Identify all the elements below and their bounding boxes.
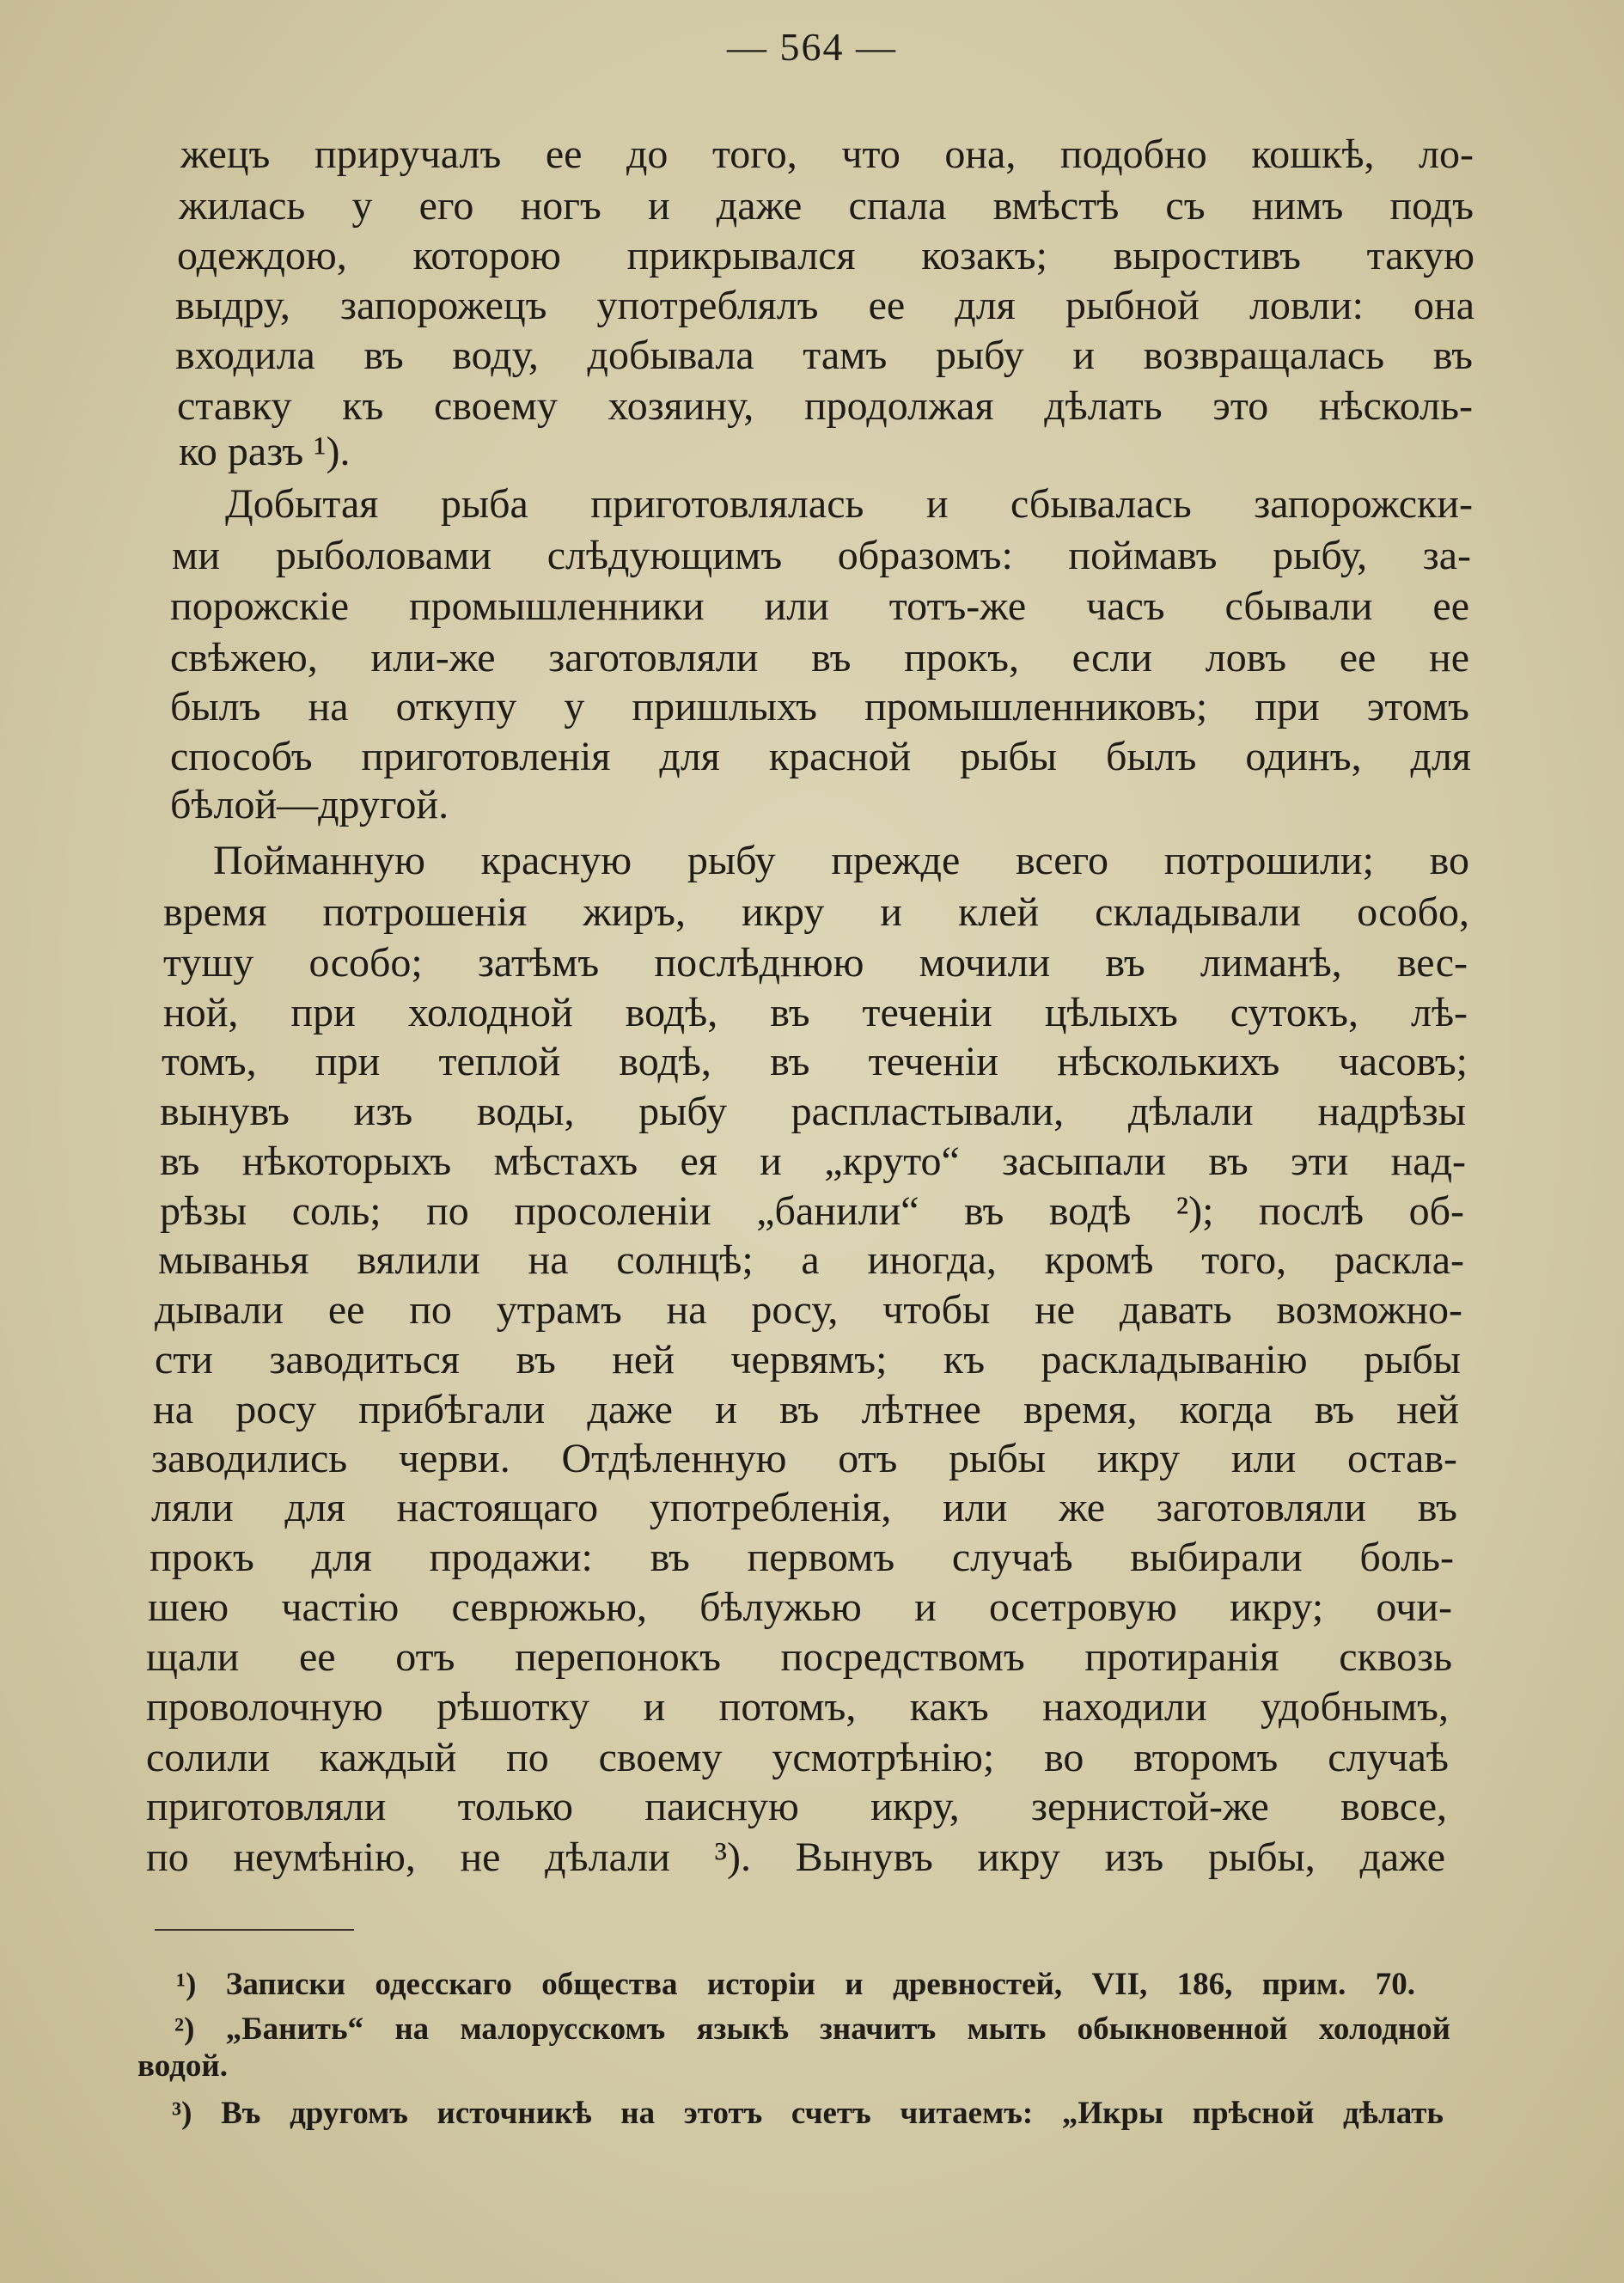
text-line: одеждою, которою прикрывался козакъ; выростивъ такую: [177, 233, 1474, 278]
text-line: рѣзы соль; по просоленіи „банили“ въ водѣ ²); послѣ об-: [160, 1188, 1464, 1234]
text-line: томъ, при теплой водѣ, въ теченіи нѣсколькихъ часовъ;: [162, 1039, 1468, 1084]
text-line: на росу прибѣгали даже и въ лѣтнее время, когда въ ней: [153, 1387, 1459, 1432]
text-line: солили каждый по своему усмотрѣнію; во второмъ случаѣ: [146, 1735, 1449, 1780]
text-line: Добытая рыба приготовлялась и сбывалась запорожски-: [225, 481, 1473, 527]
text-line: выдру, запорожецъ употреблялъ ее для рыбной ловли: она: [175, 283, 1474, 328]
text-line: свѣжею, или-же заготовляли въ прокъ, если ловъ ее не: [170, 635, 1469, 681]
text-line: заводились черви. Отдѣленную отъ рыбы икру или остав-: [151, 1436, 1457, 1481]
text-line: мыванья вялили на солнцѣ; а иногда, кромѣ того, раскла-: [158, 1237, 1464, 1283]
text-line: способъ приготовленія для красной рыбы былъ одинъ, для: [170, 734, 1471, 779]
text-line: тушу особо; затѣмъ послѣднюю мочили въ лиманѣ, вес-: [163, 940, 1468, 986]
footnote-line: ³) Въ другомъ источникѣ на этотъ счетъ читаемъ: „Икры прѣсной дѣлать: [172, 2096, 1444, 2131]
text-line: по неумѣнію, не дѣлали ³). Вынувъ икру изъ рыбы, даже: [146, 1834, 1445, 1880]
text-line: дывали ее по утрамъ на росу, чтобы не давать возможно-: [155, 1287, 1462, 1333]
text-line: былъ на откупу у пришлыхъ промышленниковъ; при этомъ: [170, 684, 1469, 729]
text-line: щали ее отъ перепонокъ посредствомъ протиранія сквозь: [146, 1634, 1452, 1680]
text-line: ставку къ своему хозяину, продолжая дѣлать это нѣсколь-: [177, 383, 1473, 429]
text-line: въ нѣкоторыхъ мѣстахъ ея и „круто“ засыпали въ эти над-: [160, 1138, 1466, 1184]
text-line: жецъ приручалъ ее до того, что она, подобно кошкѣ, ло-: [180, 131, 1474, 177]
text-line: ной, при холодной водѣ, въ теченіи цѣлыхъ сутокъ, лѣ-: [163, 990, 1468, 1035]
text-line: ми рыболовами слѣдующимъ образомъ: поймавъ рыбу, за-: [172, 533, 1471, 578]
text-line: Пойманную красную рыбу прежде всего потрошили; во: [213, 838, 1469, 883]
page-number: — 564 —: [727, 25, 897, 69]
text-line: проволочную рѣшотку и потомъ, какъ находили удобнымъ,: [146, 1684, 1449, 1730]
text-line: ко разъ ¹).: [179, 429, 351, 474]
text-line: сти заводиться въ ней червямъ; къ раскладыванію рыбы: [155, 1337, 1461, 1383]
text-line: прокъ для продажи: въ первомъ случаѣ выбирали боль-: [150, 1535, 1454, 1580]
text-line: порожскіе промышленники или тотъ-же часъ сбывали ее: [170, 583, 1469, 629]
footnote-divider: [155, 1929, 354, 1931]
footnote-line: ²) „Банить“ на малорусскомъ языкѣ значитъ мыть обыкновенной холодной: [174, 2011, 1450, 2047]
text-line: вынувъ изъ воды, рыбу распластывали, дѣлали надрѣзы: [160, 1089, 1466, 1134]
text-line: ляли для настоящаго употребленія, или же заготовляли въ: [151, 1485, 1457, 1530]
text-line: бѣлой—другой.: [170, 782, 449, 827]
text-line: приготовляли только паисную икру, зернистой-же вовсе,: [146, 1784, 1447, 1829]
text-line: жилась у его ногъ и даже спала вмѣстѣ съ нимъ подъ: [179, 183, 1474, 229]
text-line: шею частію севрюжью, бѣлужью и осетровую икру; очи-: [148, 1584, 1452, 1630]
text-line: время потрошенія жиръ, икру и клей складывали особо,: [163, 889, 1469, 935]
footnote-line: ¹) Записки одесскаго общества исторіи и древностей, VII, 186, прим. 70.: [176, 1967, 1415, 2002]
footnote-line: водой.: [137, 2048, 228, 2084]
text-line: входила въ воду, добывала тамъ рыбу и возвращалась въ: [175, 333, 1473, 378]
